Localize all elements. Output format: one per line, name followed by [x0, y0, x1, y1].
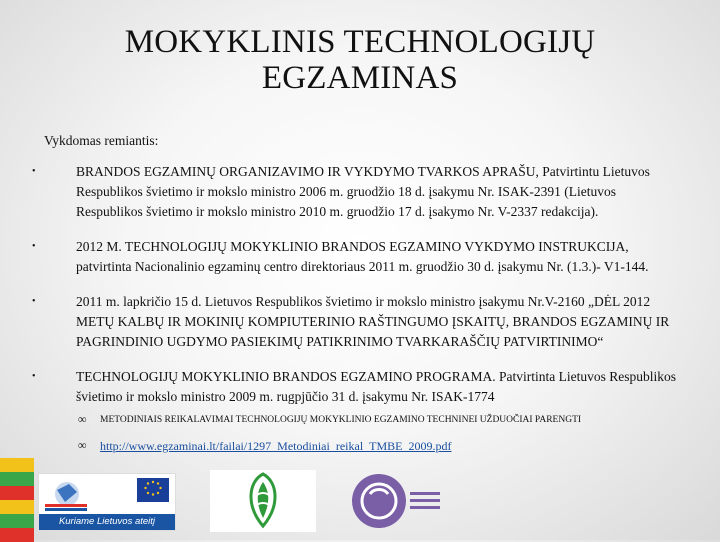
decorative-color-bar — [0, 458, 34, 540]
infinity-bullet-icon: ∞ — [78, 438, 87, 452]
bullet-item-1 — [30, 162, 680, 222]
intro-text: Vykdomas remiantis: — [44, 133, 159, 148]
ugdymo-pletotes-centras-logo — [348, 470, 446, 532]
title-line-2: EGZAMINAS — [261, 60, 459, 96]
green-institution-logo — [210, 470, 316, 532]
bullet-item-2 — [30, 237, 680, 277]
upc-emblem-icon — [348, 470, 446, 532]
sub-item-2[interactable] — [30, 439, 680, 455]
bullet-text-1: BRANDOS EGZAMINŲ ORGANIZAVIMO IR VYKDYMO TVARKOS APRAŠU, Patvirtintu Lietuvos Respublikos švietimo ir mokslo ministro 2006 m. gruodžio 18 d. įsakymu Nr. ISAK-2391 (Lietuvos Respublikos švietimo ir mokslo ministro 2010 m. gruodžio 17 d. įsakymo Nr. V-2337 redakcija). — [76, 164, 650, 219]
pdf-link[interactable]: http://www.egzaminai.lt/failai/1297_Metodiniai_reikal_TMBE_2009.pdf — [100, 439, 452, 453]
sub-text-1: METODINIAIS REIKALAVIMAI TECHNOLOGIJŲ MOKYKLINIO EGZAMINO TECHNINEI UŽDUOČIAI PARENGTI — [100, 415, 582, 425]
slide-title — [60, 24, 660, 96]
eu-emblem-icon — [39, 474, 175, 514]
leaf-emblem-icon — [210, 470, 316, 532]
bullet-list — [30, 162, 680, 467]
bullet-dot-icon: • — [32, 241, 36, 252]
eu-funds-logo — [38, 473, 176, 531]
bullet-dot-icon: • — [32, 371, 36, 382]
bullet-text-4: TECHNOLOGIJŲ MOKYKLINIO BRANDOS EGZAMINO PROGRAMA. Patvirtinta Lietuvos Respublikos švietimo ir mokslo ministro 2009 m. rugpjūčio 31 d. įsakymu Nr. ISAK-1774 — [76, 369, 676, 404]
title-line-1: MOKYKLINIS TECHNOLOGIJŲ — [124, 24, 596, 60]
bullet-item-4 — [30, 367, 680, 407]
bullet-item-3 — [30, 292, 680, 352]
eu-slogan: Kuriame Lietuvos ateitį — [39, 514, 175, 530]
bullet-text-3: 2011 m. lapkričio 15 d. Lietuvos Respublikos švietimo ir mokslo ministro įsakymu Nr.V-2160 „DĖL 2012 METŲ KALBŲ IR MOKINIŲ KOMPIUTERINIO RAŠTINGUMO ĮSKAITŲ, BRANDOS EGZAMINŲ IR PAGRINDINIO UGDYMO PASIEKIMŲ PATIKRINIMO TVARKARAŠČIŲ PATVIRTINIMO“ — [76, 294, 670, 349]
bullet-dot-icon: • — [32, 296, 36, 307]
bullet-text-2: 2012 M. TECHNOLOGIJŲ MOKYKLINIO BRANDOS EGZAMINO VYKDYMO INSTRUKCIJA, patvirtinta Nacionalinio egzaminų centro direktoriaus 2011 m. gruodžio 30 d. įsakymu Nr. (1.3.)- V1-144. — [76, 239, 649, 274]
infinity-bullet-icon: ∞ — [78, 412, 87, 426]
bullet-dot-icon: • — [32, 166, 36, 177]
sub-item-1 — [30, 413, 680, 427]
